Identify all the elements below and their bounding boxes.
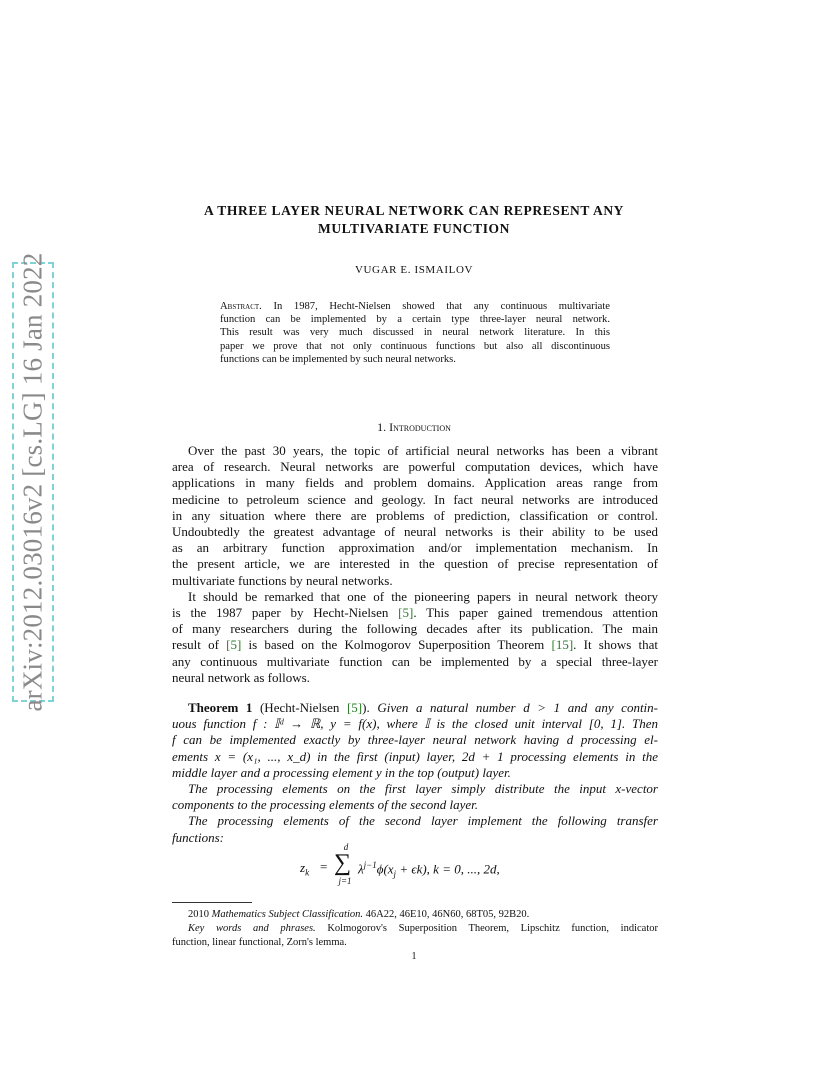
intro-line: medicine to petroleum science and geology. In fact neural networks are introduced [172,491,658,507]
citation-link[interactable]: [5] [398,605,414,621]
arxiv-stamp-text: arXiv:2012.03016v2 [cs.LG] 16 Jan 2022 [17,252,48,712]
intro-line: area of research. Neural networks are powerful computation devices, which have [172,459,658,475]
footnote-keywords: Key words and phrases. Kolmogorov's Superposition Theorem, Lipschitz function, indicator [188,923,658,934]
theorem-line: functions: [172,829,224,845]
intro-line: neural network as follows. [172,669,310,685]
theorem-line: components to the processing elements of the second layer. [172,797,479,813]
arxiv-stamp [12,252,54,712]
abstract-line: function can be implemented by a certain type three-layer neural network. [220,314,610,326]
intro-line: in any situation where there are problems of prediction, classification or control. [172,507,658,523]
theorem-line: The processing elements of the second layer implement the following transfer [188,813,658,829]
formula-body: $\lambda^{j-1}\phi(x_j + \epsilon k)$, k = 0, ..., 2d, [358,860,500,879]
intro-line: result of [5] is based on the Kolmogorov Superposition Theorem [15]. It shows that [172,637,658,653]
sum-upper-limit: d [343,842,349,852]
intro-line: applications in many fields and problem domains. Application areas range from [172,475,658,491]
theorem-line: middle layer and a processing element y in the top (output) layer. [172,764,511,780]
theorem-line: f can be implemented exactly by three-layer neural network having d processing el- [172,732,658,748]
citation-link[interactable]: [15] [551,637,574,653]
display-formula [300,842,560,890]
page-number: 1 [411,951,417,962]
abstract-line: functions can be implemented by such neural networks. [220,353,456,365]
intro-line: any continuous multivariate function can be implemented by a special three-layer [172,653,658,669]
intro-line: Undoubtedly the greatest advantage of neural networks is their ability to be used [172,524,658,540]
intro-line: is the 1987 paper by Hecht-Nielsen [5]. This paper gained tremendous attention [172,605,658,621]
theorem-line: uous function f : 𝕀ᵈ → ℝ, y = f(x), where 𝕀 is the closed unit interval [0, 1]. Then [172,716,658,732]
section-heading [0,420,828,435]
intro-line: as an arbitrary function approximation and/or implementation mechanism. In [172,540,658,556]
theorem-1 [172,700,658,846]
intro-line: of many researchers during the following decades after its publication. The main [172,621,658,637]
section-title: Introduction [389,420,451,434]
intro-line: multivariate functions by neural networks. [172,572,393,588]
summation-sign: ∑ [334,850,352,876]
theorem-line: The processing elements on the first layer simply distribute the input x-vector [188,781,658,797]
formula-equals: = [320,859,328,874]
introduction-body [172,443,658,686]
intro-line: the present article, we are interested in the question of precise representation of [172,556,658,572]
section-number: 1. [377,420,387,434]
citation-link[interactable]: [5] [226,637,242,653]
footnote-keywords-cont: function, linear functional, Zorn's lemma. [172,937,347,948]
abstract-label: Abstract. [220,301,262,312]
intro-line: It should be remarked that one of the pioneering papers in neural network theory [188,588,658,604]
formula-lhs: $z_k$ [300,860,310,878]
sum-lower-limit: j=1 [338,876,352,886]
theorem-line: ements x = (x₁, ..., x_d) in the first (input) layer, 2d + 1 processing elements in the [172,748,658,764]
theorem-label: Theorem 1 [188,700,253,715]
abstract-line: paper we prove that not only continuous functions but also all discontinuous [220,340,610,352]
theorem-line: Theorem 1 (Hecht-Nielsen [5]). Given a natural number d > 1 and any contin- [188,700,658,715]
footnotes [172,908,658,950]
abstract-line: This result was very much discussed in neural network literature. In this [220,327,610,339]
citation-link[interactable]: [5] [346,700,363,715]
paper-title-line-2: MULTIVARIATE FUNCTION [317,221,510,236]
paper-author: VUGAR E. ISMAILOV [354,264,474,276]
footnote-msc: 2010 Mathematics Subject Classification. 46A22, 46E10, 46N60, 68T05, 92B20. [188,909,530,920]
intro-line: Over the past 30 years, the topic of artificial neural networks has been a vibrant [188,443,658,458]
footnote-rule [172,902,252,903]
abstract-line: Abstract. In 1987, Hecht-Nielsen showed that any continuous multivariate [220,301,610,312]
abstract [220,300,610,366]
paper-title-line-1: A THREE LAYER NEURAL NETWORK CAN REPRESENT ANY [203,203,625,218]
